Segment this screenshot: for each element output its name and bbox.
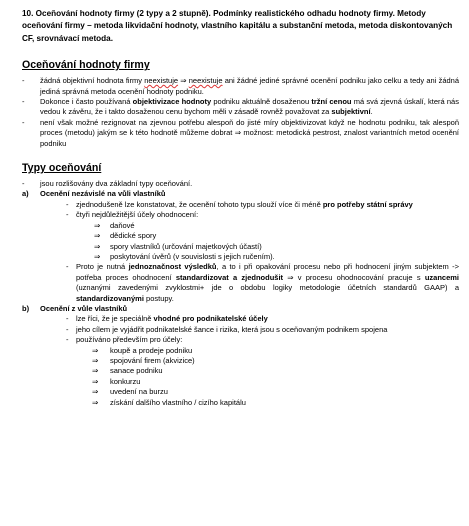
purpose-item: ⇒ daňové bbox=[94, 220, 135, 230]
purpose-item: ⇒ uvedení na burzu bbox=[92, 387, 168, 397]
spellcheck-word: neexistuje bbox=[188, 76, 223, 86]
list-item: - jeho cílem je vyjádřit podnikatelské šance i rizika, která jsou s oceňovaným podnikem spojena bbox=[66, 324, 388, 334]
dash-bullet: - bbox=[22, 117, 25, 127]
arrow-icon: ⇒ bbox=[94, 231, 101, 241]
dash-bullet: - bbox=[66, 324, 69, 334]
section-heading-typy: Typy oceňování bbox=[22, 162, 102, 175]
list-label-b: b) bbox=[22, 303, 30, 313]
dash-bullet: - bbox=[66, 262, 69, 272]
dash-bullet: - bbox=[66, 335, 69, 345]
purpose-item: ⇒ poskytování úvěrů (v souvislosti s jejich ručením). bbox=[94, 251, 275, 261]
purpose-item: ⇒ dědické spory bbox=[94, 231, 157, 241]
arrow-icon: ⇒ bbox=[92, 397, 99, 407]
list-item: - zjednodušeně lze konstatovat, že ocenění tohoto typu slouží více či méně pro potřeby státní správy bbox=[66, 199, 413, 209]
list-item: - lze říci, že je speciálně vhodné pro podnikatelské účely bbox=[66, 314, 268, 324]
arrow-icon: ⇒ bbox=[92, 355, 99, 365]
arrow-icon: ⇒ bbox=[94, 241, 101, 251]
arrow-icon: ⇒ bbox=[92, 366, 99, 376]
dash-bullet: - bbox=[66, 314, 69, 324]
list-item: - čtyři nejdůležitější účely ohodnocení: bbox=[66, 210, 199, 220]
bullet-paragraph-1: - žádná objektivní hodnota firmy neexistuje ⇒ neexistuje ani žádné jediné správné ocenění podniku jako celku a tedy ani žádná jediná správná metoda ocenění hodnoty podniku. bbox=[22, 76, 460, 96]
purpose-item: ⇒ sanace podniku bbox=[92, 366, 163, 376]
purpose-item: ⇒ konkurzu bbox=[92, 376, 141, 386]
arrow-icon: ⇒ bbox=[92, 387, 99, 397]
purpose-item: ⇒ získání dalšího vlastního / cizího kapitálu bbox=[92, 397, 246, 407]
document-title: 10. Oceňování hodnoty firmy (2 typy a 2 stupně). Podmínky realistického odhadu hodnoty firmy. Metody oceňování firmy – metoda likvidační hodnoty, vlastního kapitálu a substanční metoda, metoda diskontovaných CF, srovnávací metoda. bbox=[22, 9, 453, 43]
arrow-icon: ⇒ bbox=[92, 345, 99, 355]
purpose-item: ⇒ koupě a prodeje podniku bbox=[92, 345, 193, 355]
list-item: - Proto je nutná jednoznačnost výsledků, a to i při opakování procesu nebo při hodnocení jiným subjektem -> potřeba proces ohodnocení standardizovat a zjednodušit ⇒ v procesu ohodnocování pracuje s uzancemi (uznanými zavedenými zvyklostmi+ jde o obdobu logiky metodologie účetních standardů GAAP) a standardizovanými postupy. bbox=[66, 262, 459, 303]
arrow-icon: ⇒ bbox=[94, 220, 101, 230]
list-label-a: a) bbox=[22, 189, 29, 199]
purpose-item: ⇒ spojování firem (akvizice) bbox=[92, 355, 195, 365]
bullet-paragraph-2: - Dokonce i často používaná objektivizace hodnoty podniku aktuálně dosaženou tržní cenou má svá zjevná úskalí, která nás vedou k závěru, že i takto dosaženou cenu bychom měli v zásadě rovněž považovat za subjektivní. bbox=[22, 97, 459, 117]
arrow-icon: ⇒ bbox=[92, 376, 99, 386]
list-item: - používáno především pro účely: bbox=[66, 335, 183, 345]
purpose-item: ⇒ spory vlastníků (určování majetkových účastí) bbox=[94, 241, 262, 251]
subsection-a-heading: a) Ocenění nezávislé na vůli vlastníků bbox=[22, 189, 166, 199]
dash-bullet: - bbox=[22, 97, 25, 107]
section-heading-ocenovani: Oceňování hodnoty firmy bbox=[22, 59, 150, 72]
bullet-paragraph-3: - není však možné rezignovat na zjevnou potřebu alespoň do jisté míry objektivizovat když ne hodnotu podniku, tak alespoň proces (metodu) jakým se k této hodnotě můžeme dobrat ⇒ možnost: metodická pestrost, znalost variantních metod ocenění podniku bbox=[22, 117, 459, 148]
subsection-b-heading: b) Ocenění z vůle vlastníků bbox=[22, 303, 128, 313]
spellcheck-word: neexistuje bbox=[144, 76, 179, 86]
dash-bullet: - bbox=[22, 76, 25, 86]
dash-bullet: - bbox=[66, 199, 69, 209]
intro-paragraph: - jsou rozlišovány dva základní typy oceňování. bbox=[22, 179, 193, 189]
arrow-icon: ⇒ bbox=[94, 251, 101, 261]
dash-bullet: - bbox=[66, 210, 69, 220]
dash-bullet: - bbox=[22, 179, 25, 189]
